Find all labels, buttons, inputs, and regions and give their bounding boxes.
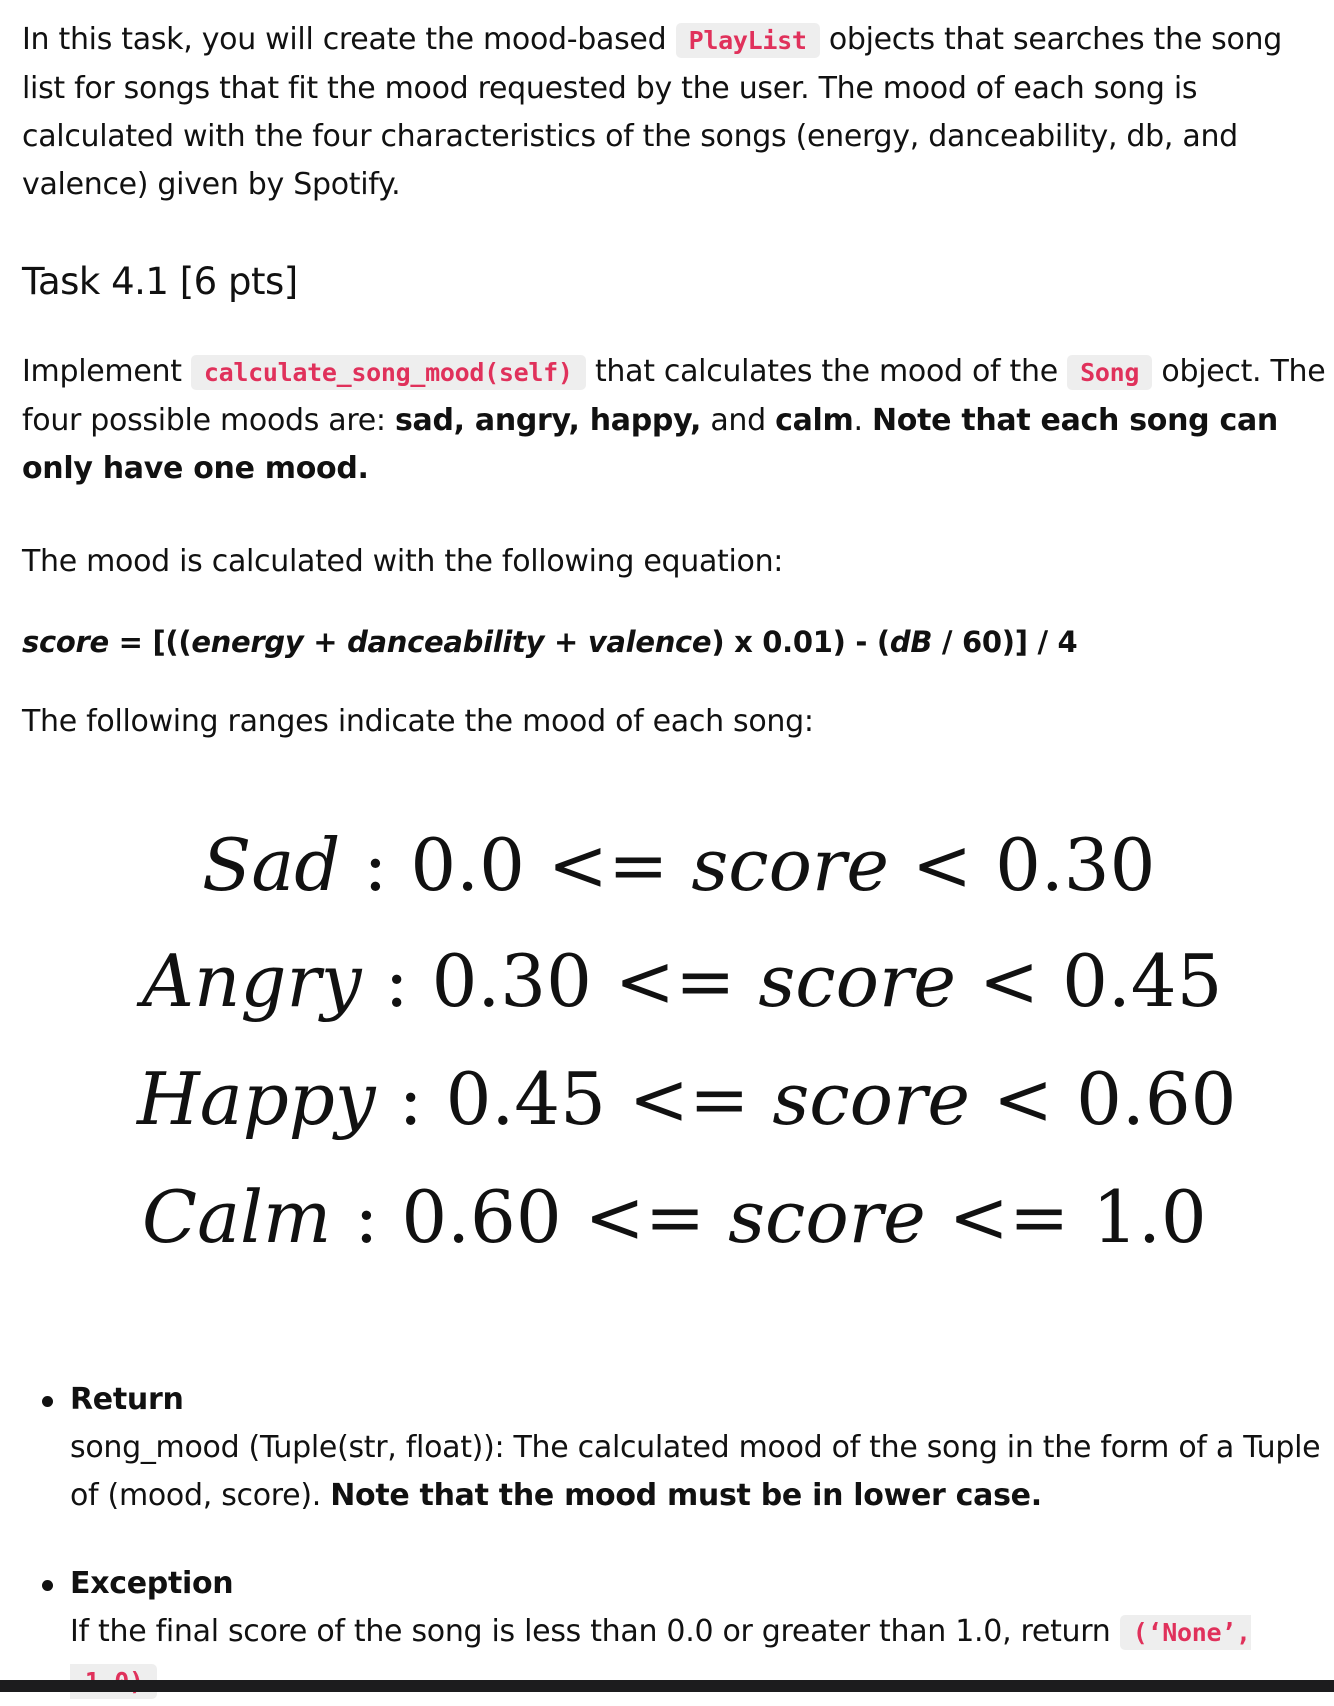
one-mood-note: Note that each song can only have one mood. [22,403,1278,486]
task-heading: Task 4.1 [6 pts] [22,260,298,303]
range-high: 0.30 [995,823,1156,907]
range-op: < [970,1057,1077,1141]
range-sad [202,820,1155,910]
range-high: 1.0 [1092,1175,1207,1259]
eq-tail: / 60)] / 4 [932,625,1078,659]
implement-text-4: and [701,403,776,438]
eq-mid: ) x 0.01) - ( [711,625,890,659]
range-calm [142,1172,1207,1262]
eq-score: score [22,625,109,659]
implement-text-3: object. The four possible moods are: [22,354,1326,438]
intro-paragraph [22,16,1327,209]
moods-list: sad, angry, happy, [394,403,702,438]
range-sep: : [331,1175,402,1259]
eq-plus-1: + [303,625,348,659]
range-happy [137,1054,1236,1144]
range-op: <= [925,1175,1093,1259]
implement-text-1: Implement [22,354,191,389]
return-desc: song_mood (Tuple(str, float)): The calculated mood of the song in the form of a Tuple of (mood, score). [70,1430,1321,1513]
eq-plus-2: + [544,625,588,659]
ranges-intro: The following ranges indicate the mood of each song: [22,704,814,739]
range-var: score [758,939,956,1023]
range-sep: : [375,1057,446,1141]
exception-desc: If the final score of the song is less than 0.0 or greater than 1.0, return [70,1614,1120,1649]
exception-code: (‘None’, [70,1615,1251,1699]
bullet-dot [42,1396,53,1407]
range-op: < [888,823,996,907]
range-sep: : [340,823,411,907]
playlist-code: PlayList [676,23,820,58]
range-op: < [956,939,1063,1023]
range-mood: Angry [142,939,362,1023]
range-low: 0.0 [410,823,525,907]
song-code: Song [1067,355,1152,390]
range-low: 0.60 [401,1175,562,1259]
return-item [22,1376,1327,1520]
implement-text-5: . [853,403,872,438]
implement-paragraph [22,348,1327,493]
return-note: Note that the mood must be in lower case. [330,1478,1042,1513]
range-low: 0.30 [431,939,592,1023]
calm-mood: calm [775,403,854,438]
exception-title: Exception [70,1566,234,1601]
range-mood: Happy [137,1057,376,1141]
range-mood: Sad [202,823,341,907]
intro-text-1: In this task, you will create the mood-based [22,22,676,57]
intro-text-2: objects that searches the song list for songs that fit the mood requested by the user. The mood of each song is calculated with the four characteristics of the songs (energy, danceability, db, and valence) given by Spotify. [22,22,1282,202]
bullet-dot [42,1580,53,1591]
eq-open: = [(( [108,625,192,659]
eq-energy: energy [191,625,304,659]
range-op: <= [605,1057,773,1141]
eq-valence: valence [587,625,712,659]
implement-text-2: that calculates the mood of the [585,354,1068,389]
return-description [70,1424,1327,1520]
range-low: 0.45 [445,1057,606,1141]
range-var: score [691,823,889,907]
bottom-bar [0,1680,1334,1692]
range-var: score [772,1057,971,1141]
eq-danceability: danceability [347,625,545,659]
bullet-list [22,1376,1327,1706]
range-var: score [728,1175,926,1259]
method-code: calculate_song_mood(self) [191,355,586,390]
range-mood: Calm [142,1175,332,1259]
exception-title-line [70,1560,1327,1608]
range-op: <= [524,823,692,907]
range-angry [142,936,1222,1026]
equation-intro: The mood is calculated with the following equation: [22,544,784,579]
range-high: 0.60 [1076,1057,1237,1141]
range-op: <= [561,1175,729,1259]
return-title-line [70,1376,1327,1424]
score-equation [22,618,1077,666]
range-op: <= [591,939,759,1023]
eq-db: dB [889,625,933,659]
range-sep: : [361,939,432,1023]
return-title: Return [70,1382,184,1417]
range-high: 0.45 [1062,939,1223,1023]
